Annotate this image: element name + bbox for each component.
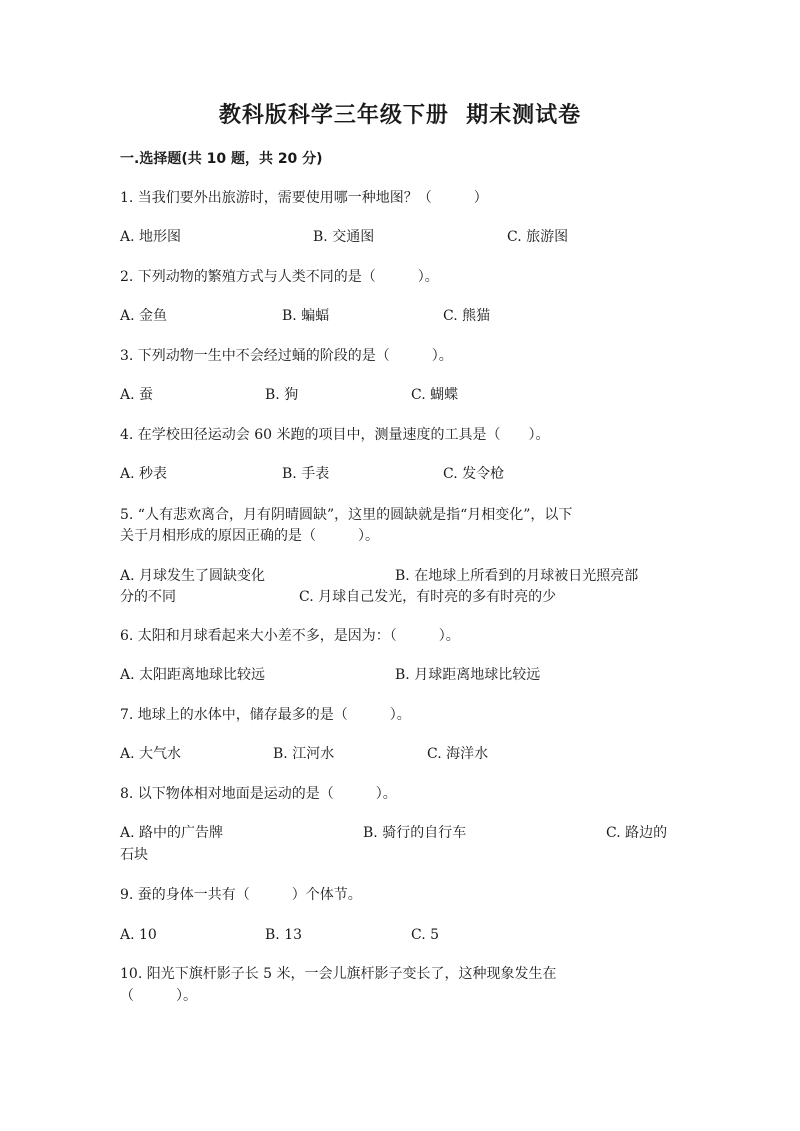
question-4-stem: 4. 在学校田径运动会 60 米跑的项目中，测量速度的工具是（ ）。 bbox=[120, 427, 550, 443]
question-9-stem: 9. 蚕的身体一共有（ ）个体节。 bbox=[120, 887, 362, 903]
question-8-option-b: B. 骑行的自行车 bbox=[363, 825, 467, 841]
question-3-option-a: A. 蚕 bbox=[120, 387, 154, 403]
question-1-option-b: B. 交通图 bbox=[313, 229, 375, 245]
question-1-option-c: C. 旅游图 bbox=[507, 229, 569, 245]
question-3-option-c: C. 蝴蝶 bbox=[411, 387, 459, 403]
question-10-stem-line-1: 10. 阳光下旗杆影子长 5 米，一会儿旗杆影子变长了，这种现象发生在 bbox=[120, 966, 557, 982]
question-1-option-a: A. 地形图 bbox=[120, 229, 182, 245]
question-5-option-b-continued: 分的不同 bbox=[120, 589, 176, 605]
question-7-stem: 7. 地球上的水体中，储存最多的是（ ）。 bbox=[120, 707, 411, 723]
question-7-option-b: B. 江河水 bbox=[273, 746, 335, 762]
question-9-option-a: A. 10 bbox=[120, 927, 157, 943]
question-10-stem-line-2: （ ）。 bbox=[120, 988, 197, 1004]
question-5-stem-line-1: 5. “人有悲欢离合，月有阴晴圆缺”，这里的圆缺就是指“月相变化”，以下 bbox=[120, 507, 573, 523]
question-4-option-b: B. 手表 bbox=[282, 466, 330, 482]
question-4-option-c: C. 发令枪 bbox=[443, 466, 505, 482]
question-5-option-b: B. 在地球上所看到的月球被日光照亮部 bbox=[395, 568, 639, 584]
question-6-option-b: B. 月球距离地球比较远 bbox=[395, 667, 541, 683]
question-5-stem-line-2: 关于月相形成的原因正确的是（ ）。 bbox=[120, 528, 379, 544]
question-9-option-b: B. 13 bbox=[265, 927, 303, 943]
page-title: 教科版科学三年级下册 期末测试卷 bbox=[218, 103, 582, 128]
question-5-option-a: A. 月球发生了圆缺变化 bbox=[120, 568, 266, 584]
question-2-stem: 2. 下列动物的繁殖方式与人类不同的是（ ）。 bbox=[120, 269, 439, 285]
question-7-option-c: C. 海洋水 bbox=[427, 746, 489, 762]
question-3-stem: 3. 下列动物一生中不会经过蛹的阶段的是（ ）。 bbox=[120, 348, 453, 364]
question-8-option-a: A. 路中的广告牌 bbox=[120, 825, 224, 841]
question-9-option-c: C. 5 bbox=[411, 927, 440, 943]
question-8-option-c: C. 路边的 bbox=[606, 825, 668, 841]
question-3-option-b: B. 狗 bbox=[265, 387, 299, 403]
question-2-option-b: B. 蝙蝠 bbox=[282, 308, 330, 324]
question-1-stem: 1. 当我们要外出旅游时，需要使用哪一种地图？（ ） bbox=[120, 190, 488, 206]
question-2-option-c: C. 熊猫 bbox=[443, 308, 491, 324]
question-4-option-a: A. 秒表 bbox=[120, 466, 168, 482]
question-5-option-c: C. 月球自己发光，有时亮的多有时亮的少 bbox=[299, 589, 557, 605]
question-6-option-a: A. 太阳距离地球比较远 bbox=[120, 667, 266, 683]
question-8-stem: 8. 以下物体相对地面是运动的是（ ）。 bbox=[120, 786, 397, 802]
question-2-option-a: A. 金鱼 bbox=[120, 308, 168, 324]
question-8-option-c-continued: 石块 bbox=[120, 847, 148, 863]
question-7-option-a: A. 大气水 bbox=[120, 746, 182, 762]
question-6-stem: 6. 太阳和月球看起来大小差不多，是因为：（ ）。 bbox=[120, 628, 460, 644]
section-heading: 一.选择题(共 10 题，共 20 分) bbox=[120, 151, 323, 167]
